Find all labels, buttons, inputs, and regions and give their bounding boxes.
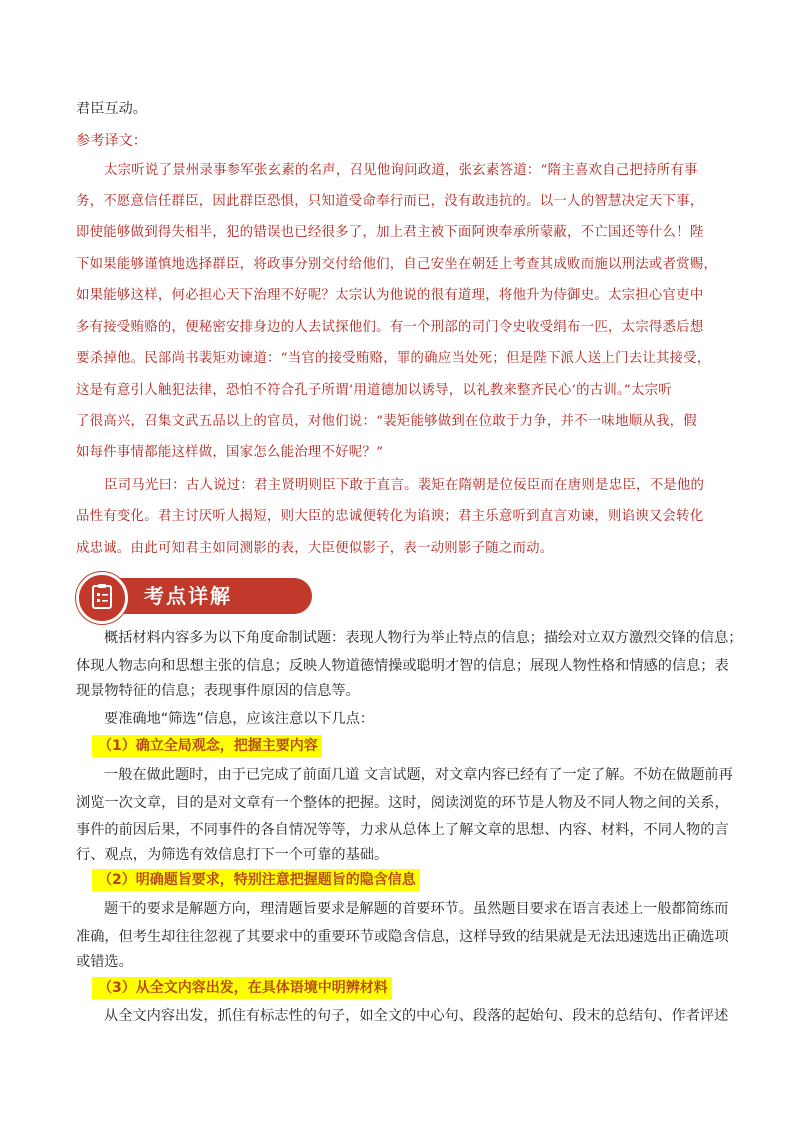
translation-line: 务，不愿意信任群臣，因此群臣恐惧，只知道受命奉行而已，没有敢违抗的。以一人的智慧决定天下事， [76, 194, 704, 209]
point-text-line: 或错选。 [76, 954, 133, 970]
translation-line: 如每件事情都能这样做，国家怎么能治理不好呢？” [76, 445, 384, 460]
commentary-line: 臣司马光曰：古人说过：君主贤明则臣下敢于直言。裴矩在隋朝是位佞臣而在唐则是忠臣，不是他的 [104, 478, 705, 493]
translation-line: 要杀掉他。民部尚书裴矩劝谏道：“当官的接受贿赂，罪的确应当处死；但是陛下派人送上门去让其接受， [76, 351, 711, 366]
translation-line: 太宗听说了景州录事参军张玄素的名声，召见他询问政道，张玄素答道：“隋主喜欢自己把持所有事 [104, 163, 698, 178]
summary-line: 概括材料内容多为以下角度命制试题：表现人物行为举止特点的信息；描绘对立双方激烈交锋的信息； [104, 630, 743, 646]
point-text-line: 从全文内容出发，抓住有标志性的句子，如全文的中心句、段落的起始句、段末的总结句、作者评述 [104, 1008, 729, 1024]
banner-title: 考点详解 [144, 584, 232, 608]
translation-line: 这是有意引人触犯法律，恐怕不符合孔子所谓‘用道德加以诱导，以礼教来整齐民心’的古训。”太宗听 [76, 383, 672, 398]
point-heading: （1）确立全局观念，把握主要内容 [92, 735, 322, 757]
clipboard-icon [88, 582, 116, 610]
point-text-line: 事件的前因后果，不同事件的各自情况等等，力求从总体上了解文章的思想、内容、材料，不同人物的言 [76, 822, 729, 838]
point-text-line: 浏览一次文章，目的是对文章有一个整体的把握。这时，阅读浏览的环节是人物及不同人物之间的关系， [76, 795, 729, 811]
point-text-line: 题干的要求是解题方向，理清题旨要求是解题的首要环节。虽然题目要求在语言表述上一般都简练而 [104, 901, 729, 917]
summary-line: 要准确地“筛选”信息，应该注意以下几点： [104, 711, 375, 727]
intro-line: 君臣互动。 [76, 101, 147, 117]
point-heading: （2）明确题旨要求，特别注意把握题旨的隐含信息 [92, 869, 420, 891]
commentary-line: 成忠诚。由此可知君主如同测影的表，大臣便似影子，表一动则影子随之而动。 [76, 541, 554, 556]
section-banner [76, 572, 316, 620]
point-text-line: 准确，但考生却往往忽视了其要求中的重要环节或隐含信息，这样导致的结果就是无法迅速选出正确选项 [76, 929, 729, 945]
reference-translation-heading: 参考译文： [76, 133, 147, 149]
summary-line: 体现人物志向和思想主张的信息；反映人物道德情操或聪明才智的信息；展现人物性格和情感的信息；表 [76, 658, 729, 674]
translation-line: 下如果能够谨慎地选择群臣，将政事分别交付给他们，自己安坐在朝廷上考查其成败而施以刑法或者赏赐， [76, 257, 718, 272]
summary-line: 现景物特征的信息；表现事件原因的信息等。 [76, 683, 360, 699]
translation-line: 了很高兴，召集文武五品以上的官员，对他们说：“裴矩能够做到在位敢于力争，并不一味地顺从我，假 [76, 414, 697, 429]
commentary-line: 品性有变化。君主讨厌听人揭短，则大臣的忠诚便转化为谄谀；君主乐意听到直言劝谏，则谄谀又会转化 [76, 509, 704, 524]
translation-line: 如果能够这样，何必担心天下治理不好呢？太宗认为他说的很有道理，将他升为侍御史。太宗担心官吏中 [76, 288, 704, 303]
translation-line: 多有接受贿赂的，便秘密安排身边的人去试探他们。有一个刑部的司门令史收受绢布一匹，太宗得悉后想 [76, 320, 704, 335]
point-text-line: 一般在做此题时，由于已完成了前面几道 文言试题，对文章内容已经有了一定了解。不妨在做题前再 [104, 767, 733, 783]
point-heading: （3）从全文内容出发，在具体语境中明辨材料 [92, 977, 392, 999]
point-text-line: 行、观点，为筛选有效信息打下一个可靠的基础。 [76, 847, 389, 863]
translation-line: 即使能够做到得失相半，犯的错误也已经很多了，加上君主被下面阿谀奉承所蒙蔽，不亡国还等什么！陛 [76, 225, 704, 240]
